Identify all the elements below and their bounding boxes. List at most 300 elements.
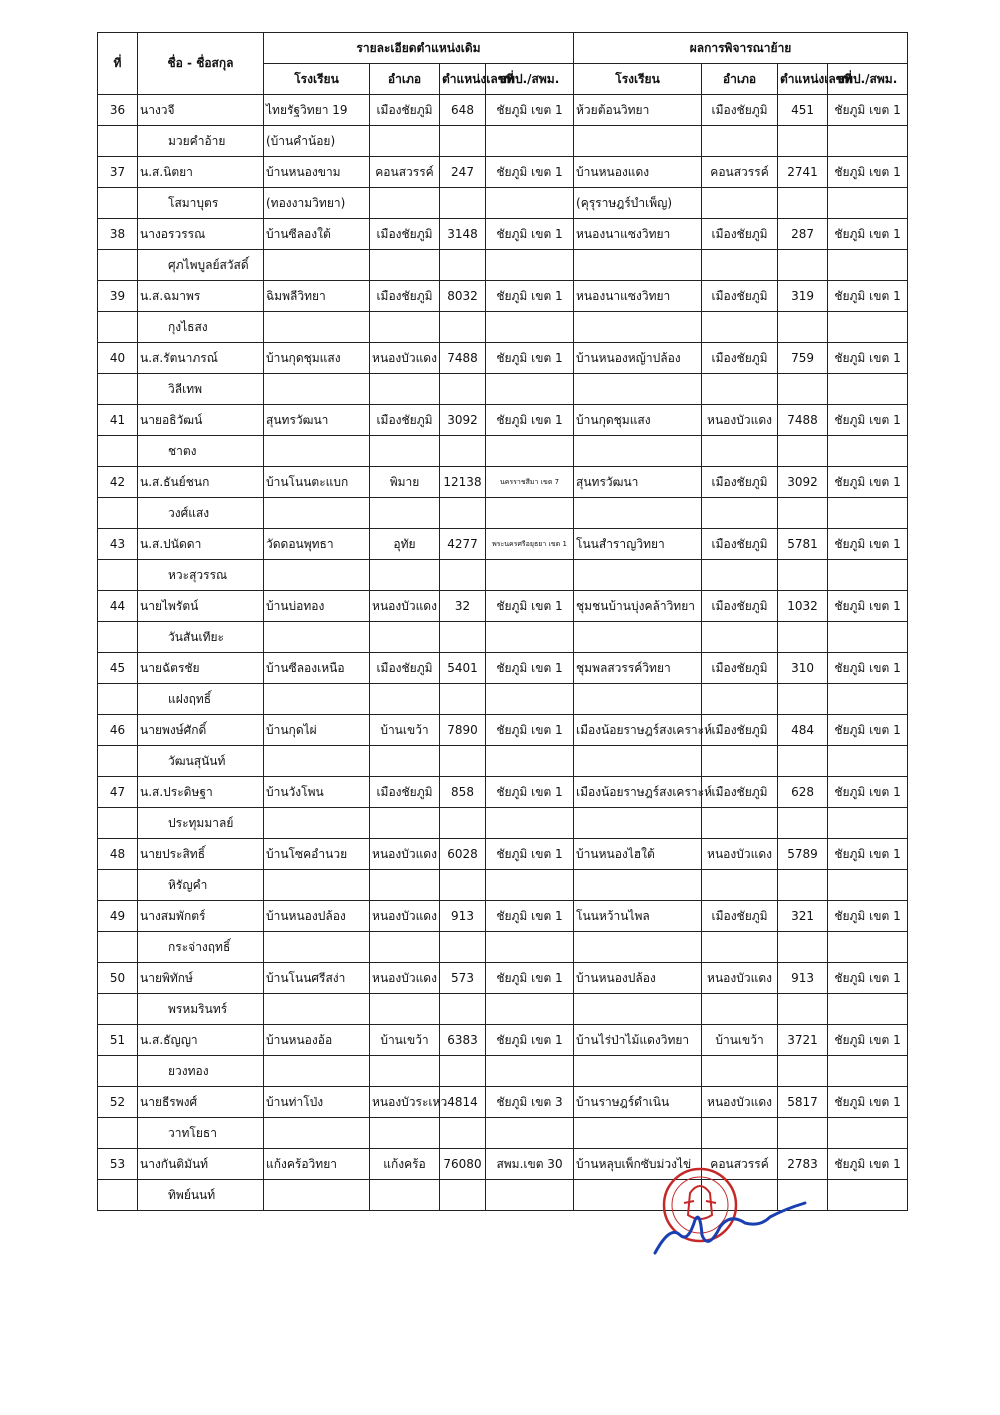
new-office: ชัยภูมิ เขต 1 — [828, 1087, 908, 1118]
header-old-school: โรงเรียน — [264, 64, 370, 95]
new-school: หนองนาแซงวิทยา — [574, 219, 702, 250]
table-row — [98, 777, 908, 808]
new-district: เมืองชัยภูมิ — [702, 777, 778, 808]
old-office: ชัยภูมิ เขต 1 — [486, 777, 574, 808]
blank-cell — [828, 870, 908, 901]
row-number-blank — [98, 622, 138, 653]
blank-cell — [828, 746, 908, 777]
new-school: บ้านหนองแดง — [574, 157, 702, 188]
blank-cell — [702, 870, 778, 901]
last-name: หิรัญคำ — [138, 870, 264, 901]
last-name: กุงไธสง — [138, 312, 264, 343]
new-position-number: 319 — [778, 281, 828, 312]
blank-cell — [778, 250, 828, 281]
new-position-number: 5781 — [778, 529, 828, 560]
new-school: ห้วยต้อนวิทยา — [574, 95, 702, 126]
blank-cell — [486, 250, 574, 281]
new-office: ชัยภูมิ เขต 1 — [828, 591, 908, 622]
new-school-continued — [574, 684, 702, 715]
blank-cell — [440, 684, 486, 715]
first-name: นายพิทักษ์ — [138, 963, 264, 994]
old-district: เมืองชัยภูมิ — [370, 219, 440, 250]
old-school-continued — [264, 1180, 370, 1211]
blank-cell — [778, 126, 828, 157]
row-number: 46 — [98, 715, 138, 746]
new-school: โนนหว้านไพล — [574, 901, 702, 932]
blank-cell — [778, 1118, 828, 1149]
blank-cell — [702, 436, 778, 467]
row-number: 37 — [98, 157, 138, 188]
blank-cell — [778, 684, 828, 715]
table-row — [98, 591, 908, 622]
blank-cell — [486, 746, 574, 777]
blank-cell — [828, 498, 908, 529]
new-district: เมืองชัยภูมิ — [702, 95, 778, 126]
first-name: น.ส.ธันย์ชนก — [138, 467, 264, 498]
blank-cell — [778, 994, 828, 1025]
old-school: บ้านซีลองเหนือ — [264, 653, 370, 684]
new-office: ชัยภูมิ เขต 1 — [828, 95, 908, 126]
new-district: เมืองชัยภูมิ — [702, 653, 778, 684]
blank-cell — [828, 994, 908, 1025]
blank-cell — [440, 188, 486, 219]
table-row-continued — [98, 622, 908, 653]
blank-cell — [370, 498, 440, 529]
last-name: กระจ่างฤทธิ์ — [138, 932, 264, 963]
blank-cell — [486, 312, 574, 343]
new-school: สุนทรวัฒนา — [574, 467, 702, 498]
table-row — [98, 281, 908, 312]
new-position-number: 5789 — [778, 839, 828, 870]
new-district: เมืองชัยภูมิ — [702, 219, 778, 250]
new-school-continued — [574, 312, 702, 343]
new-school: บ้านกุดชุมแสง — [574, 405, 702, 436]
table-row-continued — [98, 932, 908, 963]
blank-cell — [370, 436, 440, 467]
header-old-position-no: ตำแหน่งเลขที่ — [440, 64, 486, 95]
blank-cell — [828, 622, 908, 653]
blank-cell — [440, 746, 486, 777]
old-office: ชัยภูมิ เขต 1 — [486, 405, 574, 436]
old-school-continued — [264, 1056, 370, 1087]
blank-cell — [440, 126, 486, 157]
new-school-continued — [574, 746, 702, 777]
blank-cell — [370, 250, 440, 281]
old-position-number: 12138 — [440, 467, 486, 498]
old-position-number: 573 — [440, 963, 486, 994]
new-school: เมืองน้อยราษฎร์สงเคราะห์ — [574, 715, 702, 746]
blank-cell — [440, 808, 486, 839]
old-school: บ้านหนองอ้อ — [264, 1025, 370, 1056]
row-number: 53 — [98, 1149, 138, 1180]
new-position-number: 287 — [778, 219, 828, 250]
old-school: วัดดอนพุทธา — [264, 529, 370, 560]
old-position-number: 648 — [440, 95, 486, 126]
old-office: ชัยภูมิ เขต 1 — [486, 963, 574, 994]
old-district: เมืองชัยภูมิ — [370, 777, 440, 808]
first-name: น.ส.ประดิษฐา — [138, 777, 264, 808]
old-position-number: 3092 — [440, 405, 486, 436]
row-number-blank — [98, 808, 138, 839]
blank-cell — [702, 932, 778, 963]
blank-cell — [486, 808, 574, 839]
row-number-blank — [98, 746, 138, 777]
first-name: นางวจี — [138, 95, 264, 126]
new-school-continued — [574, 436, 702, 467]
blank-cell — [440, 870, 486, 901]
old-position-number: 3148 — [440, 219, 486, 250]
blank-cell — [370, 312, 440, 343]
blank-cell — [440, 498, 486, 529]
old-school: บ้านวังโพน — [264, 777, 370, 808]
old-district: หนองบัวแดง — [370, 343, 440, 374]
table-row — [98, 405, 908, 436]
old-district: หนองบัวแดง — [370, 963, 440, 994]
old-position-number: 7488 — [440, 343, 486, 374]
old-school-continued — [264, 808, 370, 839]
new-position-number: 321 — [778, 901, 828, 932]
blank-cell — [440, 1056, 486, 1087]
old-school: ไทยรัฐวิทยา 19 — [264, 95, 370, 126]
blank-cell — [702, 312, 778, 343]
table-row — [98, 219, 908, 250]
old-position-number: 5401 — [440, 653, 486, 684]
blank-cell — [778, 374, 828, 405]
blank-cell — [370, 994, 440, 1025]
blank-cell — [778, 560, 828, 591]
table-row-continued — [98, 312, 908, 343]
new-school: บ้านหนองหญ้าปล้อง — [574, 343, 702, 374]
blank-cell — [486, 1056, 574, 1087]
blank-cell — [702, 560, 778, 591]
new-school-continued — [574, 1056, 702, 1087]
row-number: 51 — [98, 1025, 138, 1056]
blank-cell — [440, 1180, 486, 1211]
header-new-school: โรงเรียน — [574, 64, 702, 95]
new-school-continued — [574, 126, 702, 157]
new-school: หนองนาแซงวิทยา — [574, 281, 702, 312]
blank-cell — [778, 746, 828, 777]
old-school-continued — [264, 994, 370, 1025]
blank-cell — [778, 436, 828, 467]
row-number: 52 — [98, 1087, 138, 1118]
new-position-number: 2783 — [778, 1149, 828, 1180]
header-name: ชื่อ - ชื่อสกุล — [138, 33, 264, 95]
row-number: 50 — [98, 963, 138, 994]
old-school: บ้านกุดไผ่ — [264, 715, 370, 746]
first-name: นายธีรพงศ์ — [138, 1087, 264, 1118]
old-office: ชัยภูมิ เขต 1 — [486, 591, 574, 622]
first-name: นางสมพักตร์ — [138, 901, 264, 932]
new-school: บ้านหนองปล้อง — [574, 963, 702, 994]
new-school-continued — [574, 932, 702, 963]
old-office: ชัยภูมิ เขต 3 — [486, 1087, 574, 1118]
old-school-continued — [264, 498, 370, 529]
blank-cell — [828, 1118, 908, 1149]
row-number-blank — [98, 1056, 138, 1087]
new-office: ชัยภูมิ เขต 1 — [828, 715, 908, 746]
blank-cell — [440, 436, 486, 467]
last-name: วาทโยธา — [138, 1118, 264, 1149]
new-district: เมืองชัยภูมิ — [702, 467, 778, 498]
blank-cell — [702, 684, 778, 715]
row-number: 42 — [98, 467, 138, 498]
table-row-continued — [98, 498, 908, 529]
first-name: นายประสิทธิ์ — [138, 839, 264, 870]
old-district: คอนสวรรค์ — [370, 157, 440, 188]
blank-cell — [702, 126, 778, 157]
last-name: แฝงฤทธิ์ — [138, 684, 264, 715]
old-school-continued — [264, 250, 370, 281]
blank-cell — [486, 932, 574, 963]
header-old-office: สพป./สพม. — [486, 64, 574, 95]
new-office: ชัยภูมิ เขต 1 — [828, 219, 908, 250]
table-row-continued — [98, 746, 908, 777]
blank-cell — [370, 126, 440, 157]
new-district: หนองบัวแดง — [702, 1087, 778, 1118]
blank-cell — [370, 1118, 440, 1149]
new-school-continued — [574, 994, 702, 1025]
first-name: นายพงษ์ศักดิ์ — [138, 715, 264, 746]
old-school-continued — [264, 622, 370, 653]
blank-cell — [702, 808, 778, 839]
blank-cell — [370, 560, 440, 591]
first-name: นางกันติมันท์ — [138, 1149, 264, 1180]
old-district: เมืองชัยภูมิ — [370, 95, 440, 126]
table-row-continued — [98, 1118, 908, 1149]
blank-cell — [702, 374, 778, 405]
new-position-number: 3092 — [778, 467, 828, 498]
old-position-number: 6383 — [440, 1025, 486, 1056]
old-office: ชัยภูมิ เขต 1 — [486, 95, 574, 126]
blank-cell — [486, 374, 574, 405]
old-school: บ้านโนนตะแบก — [264, 467, 370, 498]
blank-cell — [702, 622, 778, 653]
old-school-continued — [264, 312, 370, 343]
old-district: เมืองชัยภูมิ — [370, 405, 440, 436]
blank-cell — [828, 1180, 908, 1211]
new-office: ชัยภูมิ เขต 1 — [828, 1149, 908, 1180]
blank-cell — [486, 994, 574, 1025]
old-school: บ้านหนองขาม — [264, 157, 370, 188]
table-row — [98, 1087, 908, 1118]
old-office: ชัยภูมิ เขต 1 — [486, 839, 574, 870]
new-district: เมืองชัยภูมิ — [702, 281, 778, 312]
blank-cell — [702, 1056, 778, 1087]
last-name: วิลีเทพ — [138, 374, 264, 405]
row-number: 48 — [98, 839, 138, 870]
blank-cell — [370, 808, 440, 839]
transfer-table — [97, 32, 908, 1211]
row-number-blank — [98, 436, 138, 467]
old-school-continued — [264, 684, 370, 715]
official-seal-icon — [650, 1165, 820, 1265]
row-number: 47 — [98, 777, 138, 808]
old-position-number: 913 — [440, 901, 486, 932]
old-school: บ้านท่าโป่ง — [264, 1087, 370, 1118]
signature-icon — [655, 1203, 805, 1253]
old-district: หนองบัวแดง — [370, 839, 440, 870]
blank-cell — [440, 560, 486, 591]
new-district: คอนสวรรค์ — [702, 157, 778, 188]
old-district: เมืองชัยภูมิ — [370, 653, 440, 684]
blank-cell — [828, 1056, 908, 1087]
last-name: ยวงทอง — [138, 1056, 264, 1087]
old-district: แก้งคร้อ — [370, 1149, 440, 1180]
blank-cell — [486, 1118, 574, 1149]
row-number: 36 — [98, 95, 138, 126]
old-school: บ้านกุดชุมแสง — [264, 343, 370, 374]
old-school-continued — [264, 1118, 370, 1149]
new-position-number: 2741 — [778, 157, 828, 188]
table-row-continued — [98, 374, 908, 405]
new-school-continued — [574, 870, 702, 901]
old-school-continued — [264, 746, 370, 777]
blank-cell — [370, 684, 440, 715]
blank-cell — [702, 1118, 778, 1149]
blank-cell — [440, 1118, 486, 1149]
old-district: พิมาย — [370, 467, 440, 498]
last-name: วันสันเทียะ — [138, 622, 264, 653]
new-district: เมืองชัยภูมิ — [702, 591, 778, 622]
row-number: 39 — [98, 281, 138, 312]
row-number: 44 — [98, 591, 138, 622]
table-row-continued — [98, 808, 908, 839]
table-row — [98, 963, 908, 994]
table-row — [98, 95, 908, 126]
new-office: ชัยภูมิ เขต 1 — [828, 281, 908, 312]
table-row — [98, 529, 908, 560]
new-school-continued — [574, 374, 702, 405]
new-office: ชัยภูมิ เขต 1 — [828, 839, 908, 870]
blank-cell — [828, 374, 908, 405]
new-position-number: 451 — [778, 95, 828, 126]
first-name: น.ส.นิตยา — [138, 157, 264, 188]
new-office: ชัยภูมิ เขต 1 — [828, 653, 908, 684]
new-district: เมืองชัยภูมิ — [702, 529, 778, 560]
table-row-continued — [98, 684, 908, 715]
old-office: ชัยภูมิ เขต 1 — [486, 219, 574, 250]
old-office: ชัยภูมิ เขต 1 — [486, 281, 574, 312]
blank-cell — [486, 684, 574, 715]
blank-cell — [702, 498, 778, 529]
new-school-continued — [574, 808, 702, 839]
header-new-position-no: ตำแหน่งเลขที่ — [778, 64, 828, 95]
old-district: บ้านเขว้า — [370, 1025, 440, 1056]
table-row — [98, 715, 908, 746]
new-position-number: 1032 — [778, 591, 828, 622]
new-position-number: 484 — [778, 715, 828, 746]
new-position-number: 759 — [778, 343, 828, 374]
row-number-blank — [98, 560, 138, 591]
old-school: สุนทรวัฒนา — [264, 405, 370, 436]
new-school: บ้านราษฎร์ดำเนิน — [574, 1087, 702, 1118]
new-office: ชัยภูมิ เขต 1 — [828, 467, 908, 498]
blank-cell — [778, 1056, 828, 1087]
blank-cell — [440, 374, 486, 405]
new-school: บ้านหลุบเพ็กซับม่วงไข่ — [574, 1149, 702, 1180]
row-number-blank — [98, 932, 138, 963]
blank-cell — [778, 870, 828, 901]
row-number-blank — [98, 870, 138, 901]
last-name: ประทุมมาลย์ — [138, 808, 264, 839]
row-number: 40 — [98, 343, 138, 374]
new-office: ชัยภูมิ เขต 1 — [828, 963, 908, 994]
last-name: วัฒนสุนันท์ — [138, 746, 264, 777]
table-body — [98, 95, 908, 1211]
table-row-continued — [98, 126, 908, 157]
row-number-blank — [98, 126, 138, 157]
new-school: เมืองน้อยราษฎร์สงเคราะห์ — [574, 777, 702, 808]
table-row-continued — [98, 436, 908, 467]
new-position-number: 913 — [778, 963, 828, 994]
row-number: 41 — [98, 405, 138, 436]
blank-cell — [370, 746, 440, 777]
old-position-number: 6028 — [440, 839, 486, 870]
old-school: บ้านซีลองใต้ — [264, 219, 370, 250]
old-office: ชัยภูมิ เขต 1 — [486, 901, 574, 932]
new-office: ชัยภูมิ เขต 1 — [828, 777, 908, 808]
old-position-number: 4814 — [440, 1087, 486, 1118]
blank-cell — [486, 126, 574, 157]
old-school: บ้านโซคอำนวย — [264, 839, 370, 870]
row-number-blank — [98, 684, 138, 715]
last-name: วงศ์แสง — [138, 498, 264, 529]
old-school-continued — [264, 870, 370, 901]
old-school: ฉิมพลีวิทยา — [264, 281, 370, 312]
row-number: 43 — [98, 529, 138, 560]
old-school-continued — [264, 560, 370, 591]
first-name: นางอรวรรณ — [138, 219, 264, 250]
row-number-blank — [98, 250, 138, 281]
new-district: เมืองชัยภูมิ — [702, 343, 778, 374]
blank-cell — [828, 808, 908, 839]
header-transfer-result: ผลการพิจารณาย้าย — [574, 33, 908, 64]
table-row — [98, 901, 908, 932]
old-school-continued: (บ้านคำน้อย) — [264, 126, 370, 157]
old-office: นครราชสีมา เขต 7 — [486, 467, 574, 498]
new-district: เมืองชัยภูมิ — [702, 715, 778, 746]
blank-cell — [778, 622, 828, 653]
old-district: เมืองชัยภูมิ — [370, 281, 440, 312]
old-school: บ้านหนองปล้อง — [264, 901, 370, 932]
table-row-continued — [98, 250, 908, 281]
last-name: ทิพย์นนท์ — [138, 1180, 264, 1211]
old-position-number: 32 — [440, 591, 486, 622]
old-school-continued: (ทองงามวิทยา) — [264, 188, 370, 219]
new-position-number: 628 — [778, 777, 828, 808]
header-old-district: อำเภอ — [370, 64, 440, 95]
blank-cell — [486, 870, 574, 901]
last-name: หวะสุวรรณ — [138, 560, 264, 591]
new-office: ชัยภูมิ เขต 1 — [828, 1025, 908, 1056]
first-name: น.ส.ฉมาพร — [138, 281, 264, 312]
blank-cell — [828, 250, 908, 281]
blank-cell — [778, 188, 828, 219]
blank-cell — [486, 188, 574, 219]
old-district: อุทัย — [370, 529, 440, 560]
blank-cell — [702, 188, 778, 219]
first-name: นายอธิวัฒน์ — [138, 405, 264, 436]
last-name: โสมาบุตร — [138, 188, 264, 219]
new-school-continued — [574, 560, 702, 591]
table-row — [98, 839, 908, 870]
new-district: หนองบัวแดง — [702, 405, 778, 436]
old-position-number: 76080 — [440, 1149, 486, 1180]
row-number-blank — [98, 312, 138, 343]
new-district: คอนสวรรค์ — [702, 1149, 778, 1180]
new-office: ชัยภูมิ เขต 1 — [828, 901, 908, 932]
